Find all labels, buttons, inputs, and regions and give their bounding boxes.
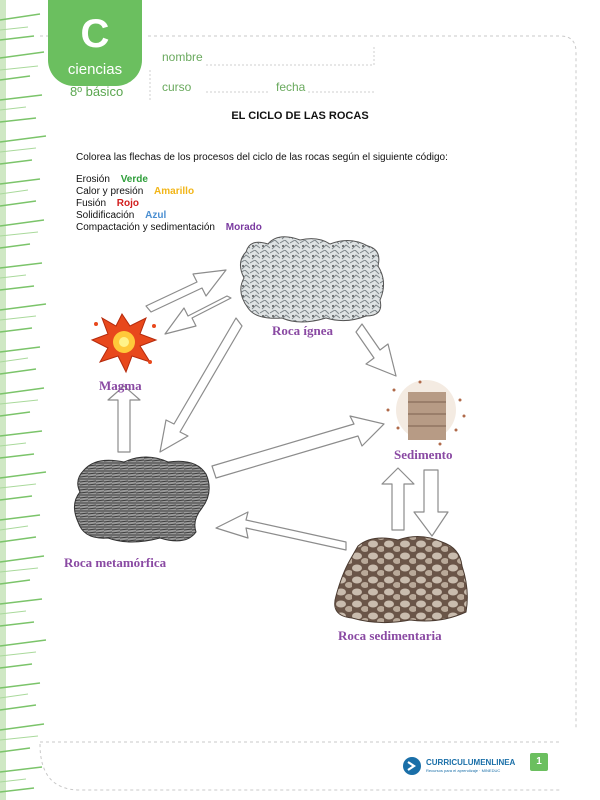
- curriculum-logo-text: CURRICULUMENLINEA: [426, 758, 516, 767]
- name-field-label[interactable]: nombre: [162, 50, 203, 64]
- date-field-label[interactable]: fecha: [276, 80, 306, 94]
- legend-color-name: Azul: [145, 210, 167, 221]
- label-magma: Magma: [99, 378, 142, 393]
- arrow-igneous-to-metamorphic: [160, 318, 242, 452]
- legend-process: Compactación y sedimentación: [76, 222, 215, 233]
- arrow-metamorphic-to-sediment: [212, 416, 384, 478]
- metamorphic-rock-image: [74, 457, 209, 542]
- grade-label: 8º básico: [70, 84, 124, 99]
- curriculum-logo-subtitle: Recursos para el aprendizaje · MINEDUC: [426, 768, 501, 773]
- course-field-label[interactable]: curso: [162, 80, 192, 94]
- sedimentary-rock-image: [335, 536, 468, 622]
- label-metamorphic-rock: Roca metamórfica: [64, 555, 167, 570]
- worksheet-title: EL CICLO DE LAS ROCAS: [231, 110, 369, 122]
- label-igneous-rock: Roca ígnea: [272, 323, 334, 338]
- legend-process: Erosión: [76, 174, 110, 185]
- legend-color-name: Rojo: [116, 198, 140, 209]
- arrow-sedimentary-to-sediment: [382, 468, 414, 530]
- subject-letter: C: [80, 12, 110, 56]
- page-number: 1: [530, 753, 548, 771]
- arrow-igneous-to-sediment: [356, 324, 396, 376]
- arrow-sediment-to-sedimentary: [414, 470, 448, 536]
- label-sedimentary-rock: Roca sedimentaria: [338, 628, 442, 643]
- legend-process: Calor y presión: [76, 186, 144, 197]
- legend-color-name: Verde: [120, 174, 148, 185]
- instructions-text: Colorea las flechas de los procesos del ciclo de las rocas según el siguiente código:: [76, 152, 448, 163]
- label-sediment: Sedimento: [394, 447, 453, 462]
- igneous-rock-image: [240, 237, 383, 322]
- legend-process: Solidificación: [76, 210, 135, 221]
- legend-process: Fusión: [76, 198, 107, 209]
- legend-color-name: Morado: [225, 222, 262, 233]
- arrow-metamorphic-to-magma: [108, 386, 140, 452]
- subject-name: ciencias: [67, 61, 123, 78]
- arrow-igneous-to-magma: [165, 296, 231, 334]
- magma-image: [92, 314, 156, 372]
- arrow-sedimentary-to-metamorphic: [216, 512, 346, 550]
- legend-color-name: Amarillo: [154, 186, 195, 197]
- sediment-image: [387, 380, 466, 446]
